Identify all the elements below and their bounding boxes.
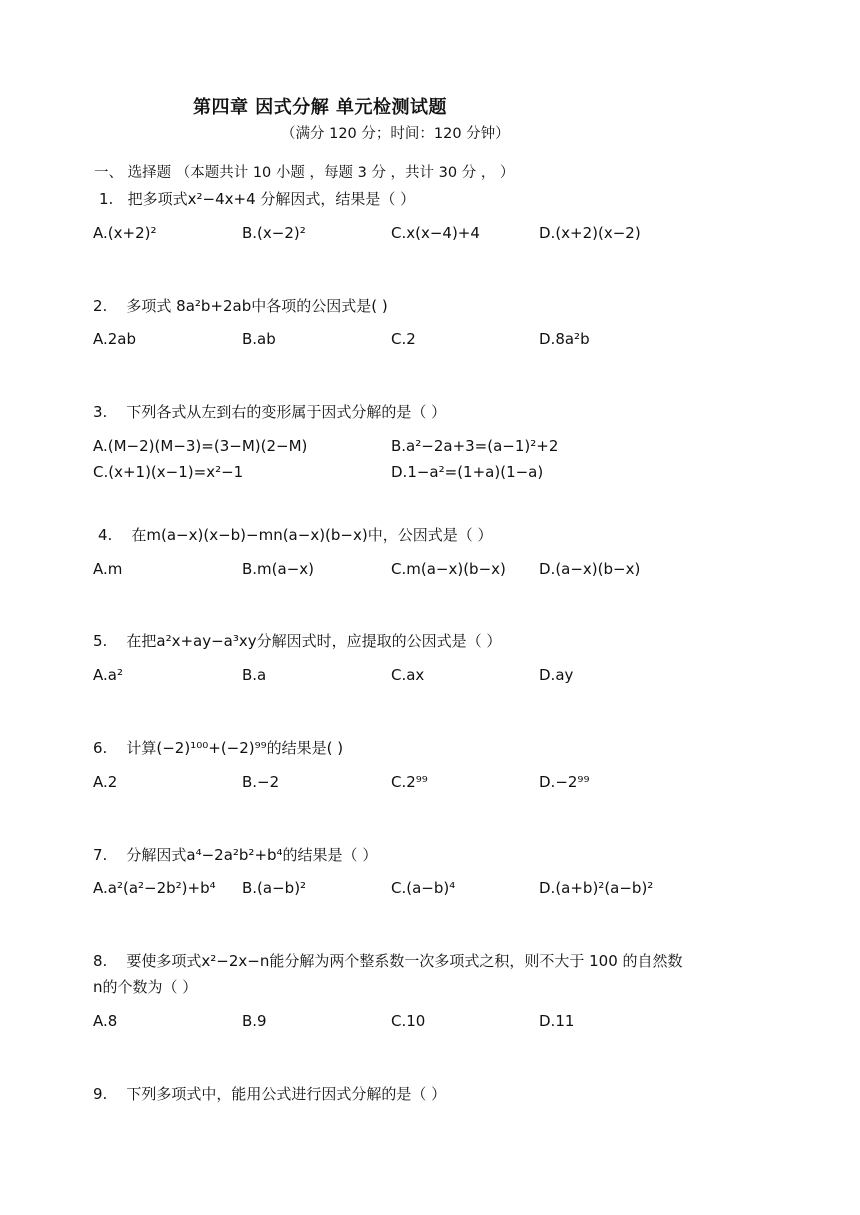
option-b: B.m(a−x): [242, 560, 315, 578]
option-a: A.8: [93, 1012, 118, 1030]
question-text: 在m(a−x)(x−b)−mn(a−x)(b−x)中，公因式是（ ）: [131, 526, 493, 544]
option-d: D.8a²b: [539, 330, 590, 348]
question-text: 下列各式从左到右的变形属于因式分解的是（ ）: [126, 403, 447, 421]
question-number: 3.: [93, 403, 108, 421]
option-d: D.(a−x)(b−x): [539, 560, 641, 578]
option-b: B.(x−2)²: [242, 224, 306, 242]
question-8: [93, 950, 683, 971]
option-b: B.a: [242, 666, 267, 684]
question-text: 把多项式x²−4x+4 分解因式，结果是（ ）: [127, 190, 416, 208]
question-text: 要使多项式x²−2x−n能分解为两个整系数一次多项式之积，则不大于 100 的自然数: [126, 952, 683, 970]
option-d: D.ay: [539, 666, 574, 684]
option-d: D.(x+2)(x−2): [539, 224, 641, 242]
option-b: B.a²−2a+3=(a−1)²+2: [391, 437, 559, 455]
option-c: C.2⁹⁹: [391, 773, 428, 791]
question-9: [93, 1083, 446, 1104]
question-2: [93, 295, 388, 316]
question-number: 7.: [93, 846, 108, 864]
option-b: B.ab: [242, 330, 276, 348]
option-d: D.11: [539, 1012, 575, 1030]
question-text: 多项式 8a²b+2ab中各项的公因式是( ): [126, 297, 388, 315]
question-5: [93, 630, 501, 651]
option-c: C.2: [391, 330, 416, 348]
option-c: C.(x+1)(x−1)=x²−1: [93, 463, 244, 481]
option-d: D.−2⁹⁹: [539, 773, 590, 791]
question-number: 9.: [93, 1085, 108, 1103]
option-c: C.(a−b)⁴: [391, 879, 456, 897]
question-number: 8.: [93, 952, 108, 970]
option-a: A.(x+2)²: [93, 224, 157, 242]
question-1: [99, 188, 415, 209]
option-c: C.m(a−x)(b−x): [391, 560, 506, 578]
question-number: 4.: [98, 526, 113, 544]
question-6: [93, 737, 343, 758]
option-a: A.(M−2)(M−3)=(3−M)(2−M): [93, 437, 308, 455]
option-a: A.a²(a²−2b²)+b⁴: [93, 879, 216, 897]
option-c: C.ax: [391, 666, 425, 684]
page-title: 第四章 因式分解 单元检测试题: [193, 97, 448, 118]
question-text: 分解因式a⁴−2a²b²+b⁴的结果是（ ）: [126, 846, 378, 864]
option-a: A.m: [93, 560, 123, 578]
question-8-line-2: n的个数为（ ）: [93, 978, 198, 996]
option-b: B.9: [242, 1012, 267, 1030]
option-d: D.1−a²=(1+a)(1−a): [391, 463, 544, 481]
question-number: 1.: [99, 190, 114, 208]
option-c: C.10: [391, 1012, 426, 1030]
section-heading: 一、 选择题 （本题共计 10 小题 ，每题 3 分 ，共计 30 分 ， ）: [94, 165, 515, 181]
option-b: B.−2: [242, 773, 280, 791]
page-subtitle: （满分 120 分；时间：120 分钟）: [281, 126, 510, 142]
question-text: 计算(−2)¹⁰⁰+(−2)⁹⁹的结果是( ): [126, 739, 344, 757]
question-4: [98, 524, 492, 545]
question-text: 在把a²x+ay−a³xy分解因式时，应提取的公因式是（ ）: [126, 632, 502, 650]
question-3: [93, 401, 446, 422]
option-a: A.2: [93, 773, 118, 791]
option-b: B.(a−b)²: [242, 879, 307, 897]
question-7: [93, 844, 377, 865]
option-d: D.(a+b)²(a−b)²: [539, 879, 654, 897]
option-a: A.a²: [93, 666, 123, 684]
question-number: 2.: [93, 297, 108, 315]
option-c: C.x(x−4)+4: [391, 224, 480, 242]
option-a: A.2ab: [93, 330, 137, 348]
question-number: 5.: [93, 632, 108, 650]
question-number: 6.: [93, 739, 108, 757]
question-text: 下列多项式中，能用公式进行因式分解的是（ ）: [126, 1085, 447, 1103]
